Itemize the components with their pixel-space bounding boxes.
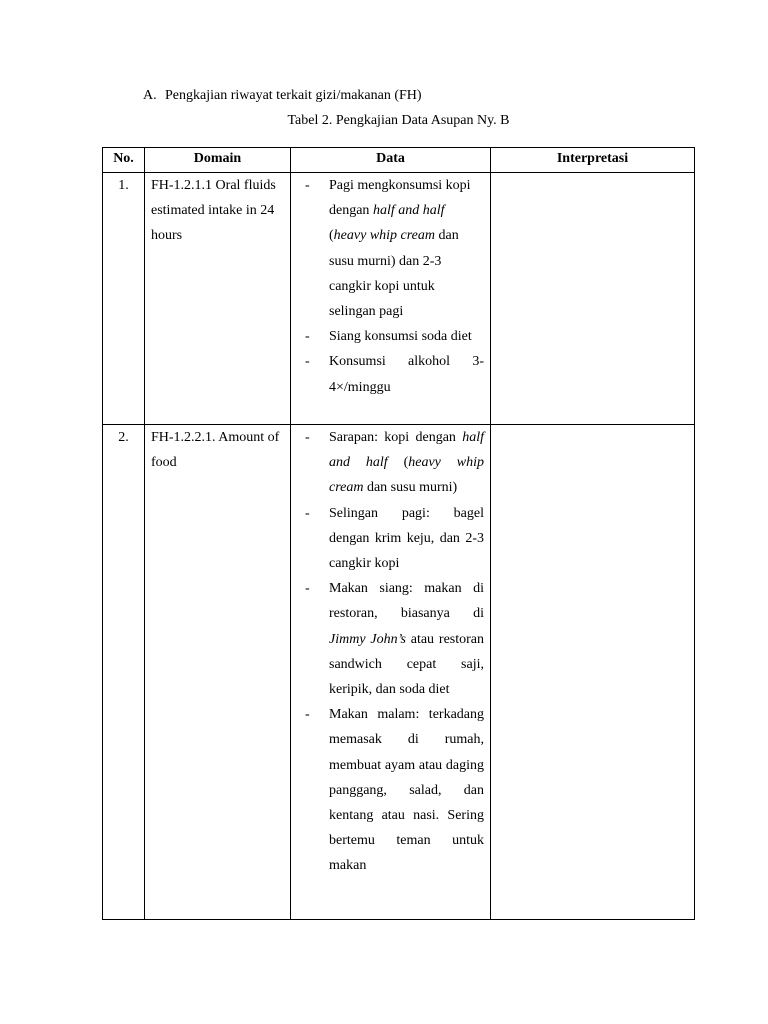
data-list	[305, 425, 484, 879]
list-dash: -	[305, 707, 310, 723]
section-heading	[143, 86, 422, 106]
list-dash: -	[305, 430, 310, 445]
item-text: Sarapan: kopi dengan	[329, 430, 463, 445]
item-text: dan susu murni) dan 2-3 cangkir kopi untuk selingan pagi	[329, 228, 459, 320]
data-list-item	[305, 576, 484, 702]
table-row	[103, 173, 695, 425]
italic-term: half and half	[372, 203, 445, 219]
item-text: atau restoran sandwich cepat saji, keripik, dan soda diet	[329, 631, 484, 698]
data-list-item	[305, 425, 484, 501]
item-text: Siang konsumsi soda diet	[329, 329, 472, 345]
italic-term: heavy whip cream	[329, 455, 484, 496]
table-header-row	[103, 148, 695, 173]
table-caption: Tabel 2. Pengkajian Data Asupan Ny. B	[287, 113, 510, 128]
list-dash: -	[305, 354, 310, 370]
data-list-item	[305, 349, 484, 399]
list-dash: -	[305, 329, 310, 345]
italic-term: half and half	[329, 430, 484, 471]
list-dash: -	[305, 505, 310, 521]
list-dash: -	[305, 581, 310, 597]
row-interpretasi	[491, 425, 695, 920]
row-data	[291, 173, 491, 425]
header-no: No.	[103, 148, 145, 173]
row-number: 1.	[103, 173, 145, 425]
row-domain: FH-1.2.2.1. Amount of food	[145, 425, 291, 920]
item-text: Konsumsi alkohol 3-4×/minggu	[329, 354, 484, 395]
data-list-item	[305, 324, 484, 349]
item-text: dan susu murni)	[363, 480, 458, 496]
item-text: Selingan pagi: bagel dengan krim keju, dan 2-3 cangkir kopi	[329, 505, 484, 572]
table-row	[103, 425, 695, 920]
header-domain: Domain	[145, 148, 291, 173]
list-dash: -	[305, 178, 310, 193]
header-interpretasi: Interpretasi	[491, 148, 695, 173]
row-data	[291, 425, 491, 920]
row-number: 2.	[103, 425, 145, 920]
item-text: Makan siang: makan di restoran, biasanya di	[329, 581, 484, 622]
section-heading-text: Pengkajian riwayat terkait gizi/makanan (FH)	[165, 88, 422, 103]
item-text: (	[329, 228, 334, 244]
item-text: Pagi mengkonsumsi kopi dengan	[329, 178, 471, 219]
intake-assessment-table	[102, 147, 695, 920]
italic-term: heavy whip cream	[333, 228, 436, 244]
section-marker: A.	[143, 88, 157, 103]
item-text: Makan malam: terkadang memasak di rumah, membuat ayam atau daging panggang, salad, dan kentang atau nasi. Sering bertemu teman untuk makan	[329, 707, 484, 874]
data-list-item	[305, 173, 484, 324]
row-interpretasi	[491, 173, 695, 425]
data-list-item	[305, 501, 484, 577]
row-domain: FH-1.2.1.1 Oral fluids estimated intake in 24 hours	[145, 173, 291, 425]
data-list	[305, 173, 484, 400]
italic-term: Jimmy John’s	[329, 631, 406, 647]
data-list-item	[305, 702, 484, 878]
header-data: Data	[291, 148, 491, 173]
item-text: (	[387, 455, 409, 471]
